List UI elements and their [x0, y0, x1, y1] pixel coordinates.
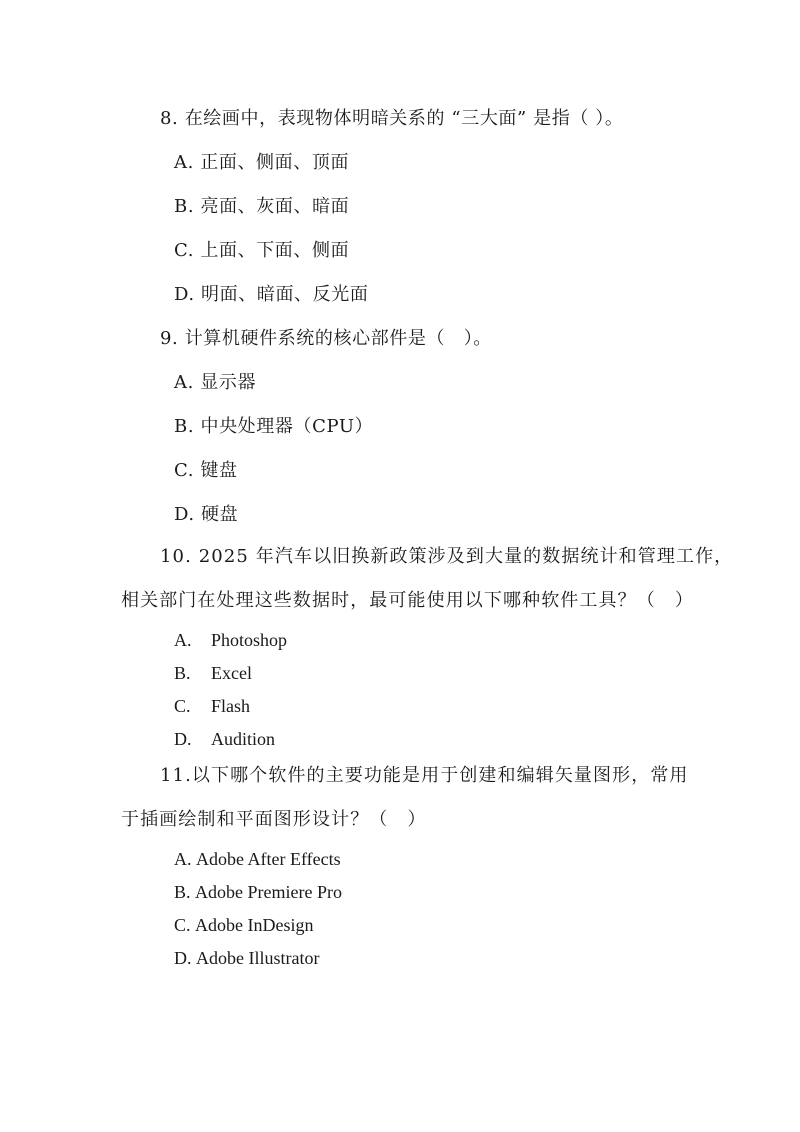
option-key: A. — [174, 849, 192, 869]
option-key: C. — [174, 240, 195, 261]
question-10-stem-line-2: 相关部门在处理这些数据时，最可能使用以下哪种软件工具？（ ） — [121, 590, 694, 611]
question-11-option-a — [174, 848, 341, 870]
option-key: A. — [174, 630, 192, 650]
question-10-stem-line-1: 10. 2025 年汽车以旧换新政策涉及到大量的数据统计和管理工作， — [160, 546, 734, 567]
option-text: Photoshop — [211, 630, 288, 650]
option-key: C. — [174, 460, 195, 481]
option-text: Flash — [211, 696, 251, 716]
option-text: Audition — [211, 729, 276, 749]
question-9-option-b — [174, 416, 373, 438]
option-text: Adobe Premiere Pro — [195, 882, 342, 902]
option-key: B. — [174, 663, 191, 683]
option-key: B. — [174, 416, 195, 437]
option-key: A. — [174, 152, 194, 173]
option-text: Excel — [211, 663, 252, 683]
option-key: D. — [174, 504, 195, 525]
question-8-option-c — [174, 240, 349, 262]
question-8-option-d — [174, 284, 368, 306]
question-10-option-a — [174, 629, 287, 651]
option-key: D. — [174, 729, 192, 749]
option-text: 中央处理器（CPU） — [200, 416, 374, 437]
question-9-option-c — [174, 460, 238, 482]
question-11-stem-line-2: 于插画绘制和平面图形设计？（ ） — [121, 809, 427, 830]
option-key: A. — [174, 372, 194, 393]
question-11-option-d — [174, 947, 319, 969]
option-key: B. — [174, 882, 191, 902]
question-8-option-a — [174, 152, 349, 174]
question-9-stem: 9. 计算机硬件系统的核心部件是（ ）。 — [160, 328, 492, 349]
question-10-option-d — [174, 728, 275, 750]
question-9-option-a — [174, 372, 256, 394]
question-8-stem: 8. 在绘画中，表现物体明暗关系的 “三大面” 是指（ ）。 — [160, 108, 624, 129]
option-text: 显示器 — [200, 372, 257, 393]
option-key: D. — [174, 284, 195, 305]
option-text: 上面、下面、侧面 — [200, 240, 350, 261]
question-10-option-c — [174, 695, 250, 717]
option-key: C. — [174, 696, 191, 716]
question-8-option-b — [174, 196, 349, 218]
question-9-option-d — [174, 504, 238, 526]
option-text: 亮面、灰面、暗面 — [200, 196, 350, 217]
option-text: 明面、暗面、反光面 — [201, 284, 369, 305]
option-text: 键盘 — [200, 460, 238, 481]
question-11-option-b — [174, 881, 342, 903]
question-10-option-b — [174, 662, 252, 684]
option-key: D. — [174, 948, 192, 968]
question-11-stem-line-1: 11.以下哪个软件的主要功能是用于创建和编辑矢量图形，常用 — [160, 765, 689, 786]
option-key: C. — [174, 915, 191, 935]
option-text: Adobe Illustrator — [196, 948, 320, 968]
question-11-option-c — [174, 914, 314, 936]
option-text: 正面、侧面、顶面 — [200, 152, 350, 173]
option-text: Adobe InDesign — [195, 915, 314, 935]
option-text: Adobe After Effects — [196, 849, 341, 869]
option-key: B. — [174, 196, 195, 217]
option-text: 硬盘 — [201, 504, 239, 525]
